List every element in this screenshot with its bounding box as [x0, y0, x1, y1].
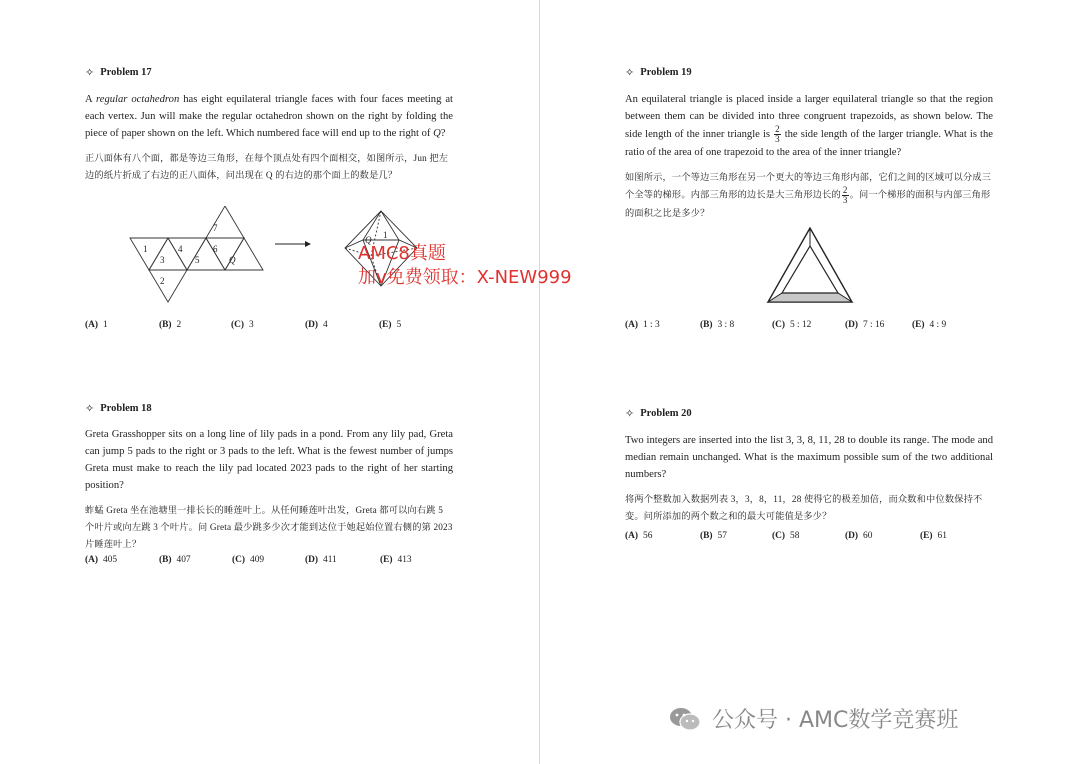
problem-17-choices [85, 320, 401, 330]
p19-cn-b: 。问一个梯形的面积与内部三角形的面积之比是多少？ [625, 189, 991, 218]
choice-e [912, 320, 946, 330]
problem-19-figure [765, 226, 855, 306]
choice-value: 5 : 12 [790, 320, 812, 330]
choice-letter: (D) [845, 531, 859, 541]
problem-19-english [625, 91, 993, 161]
net-label-7: 7 [213, 223, 218, 233]
choice-letter: (A) [625, 320, 639, 330]
arrow-right-icon [275, 241, 311, 247]
choice-d [845, 320, 912, 330]
choice-a [625, 320, 700, 330]
choice-letter: (E) [920, 531, 933, 541]
choice-letter: (C) [772, 531, 786, 541]
problem-20-english: Two integers are inserted into the list 3, 3, 8, 11, 28 to double its range. The mode and median remain unchanged. What is the maximum possible sum of the two additional numbers? [625, 435, 993, 480]
choice-value: 4 [323, 320, 328, 330]
problem-19-title-text: Problem 19 [640, 67, 692, 78]
choice-letter: (A) [625, 531, 639, 541]
problem-18-choices [85, 555, 412, 565]
wechat-icon [668, 705, 702, 733]
choice-c [231, 320, 305, 330]
fraction-numerator: 2 [775, 124, 780, 134]
choice-c [772, 531, 845, 541]
choice-a [625, 531, 700, 541]
choice-value: 4 : 9 [929, 320, 947, 330]
choice-value: 60 [863, 531, 873, 541]
watermark-line-2: 加v免费领取：X-NEW999 [358, 267, 572, 288]
choice-letter: (B) [159, 320, 172, 330]
sparkle-icon: ✧ [85, 403, 95, 415]
choice-letter: (E) [379, 320, 392, 330]
net-label-3: 3 [160, 255, 165, 265]
choice-d [845, 531, 920, 541]
problem-20-title-text: Problem 20 [640, 408, 692, 419]
choice-c [232, 555, 305, 565]
choice-letter: (D) [305, 555, 319, 565]
choice-letter: (A) [85, 320, 99, 330]
p19-text-b: the side length of the larger triangle. What is the ratio of the area of one trapezoid to the area of the inner triangle? [625, 128, 993, 158]
footer-brand [668, 703, 958, 734]
net-label-5: 5 [195, 255, 200, 265]
choice-value: 1 [103, 320, 108, 330]
problem-17 [85, 66, 453, 184]
oct-label-q: Q [365, 235, 372, 245]
choice-value: 5 [396, 320, 402, 330]
choice-value: 2 [176, 320, 182, 330]
choice-e [380, 555, 412, 565]
choice-value: 3 [249, 320, 254, 330]
choice-a [85, 555, 159, 565]
fraction-denominator: 3 [842, 195, 848, 205]
net-diagram [130, 206, 263, 302]
problem-20-chinese: 将两个整数加入数据列表 3，3，8，11，28 使得它的极差加倍，而众数和中位数保持不变。问所添加的两个数之和的最大可能值是多少？ [625, 494, 983, 521]
choice-e [920, 531, 947, 541]
choice-b [700, 531, 772, 541]
choice-d [305, 555, 380, 565]
choice-letter: (B) [700, 531, 713, 541]
choice-value: 1 : 3 [643, 320, 660, 330]
p19-cn-a: 如图所示，一个等边三角形在另一个更大的等边三角形内部，它们之间的区域可以分成三个全等的梯形。内部三角形的边长是大三角形边长的 [625, 172, 992, 200]
choice-b [159, 320, 231, 330]
footer-brand-text: 公众号 · AMC数学竞赛班 [712, 708, 959, 733]
p17-text-a: A [85, 94, 97, 105]
choice-letter: (B) [159, 555, 172, 565]
p17-q: Q [433, 128, 441, 139]
net-label-2: 2 [160, 276, 165, 286]
problem-20-title [625, 407, 993, 420]
choice-letter: (E) [380, 555, 393, 565]
problem-17-title [85, 66, 453, 79]
choice-d [305, 320, 379, 330]
problem-19-choices [625, 320, 946, 330]
problem-17-english [85, 91, 453, 142]
choice-c [772, 320, 845, 330]
problem-18 [85, 402, 453, 553]
choice-letter: (B) [700, 320, 713, 330]
shaded-trapezoid [768, 293, 852, 302]
choice-e [379, 320, 401, 330]
sparkle-icon: ✧ [625, 408, 635, 420]
choice-value: 58 [790, 531, 800, 541]
fraction [774, 125, 781, 144]
problem-18-title [85, 402, 453, 415]
choice-letter: (D) [845, 320, 859, 330]
fraction-numerator: 2 [842, 185, 848, 195]
choice-b [700, 320, 772, 330]
right-page [540, 0, 1080, 764]
choice-letter: (C) [231, 320, 245, 330]
watermark-line-1: AMC8真题 [358, 243, 446, 264]
problem-17-title-text: Problem 17 [100, 67, 152, 78]
problem-17-chinese: 正八面体有八个面，都是等边三角形，在每个顶点处有四个面相交，如图所示，Jun 把左边的纸片折成了右边的正八面体，问出现在 Q 的右边的那个面上的数是几？ [85, 153, 449, 180]
choice-value: 57 [717, 531, 727, 541]
p17-text-c: ? [440, 128, 446, 139]
choice-letter: (C) [772, 320, 786, 330]
choice-value: 411 [323, 555, 337, 565]
p19-text-a: An equilateral triangle is placed inside a larger equilateral triangle so that the region between them can be divided into three congruent trapezoids, as shown below. The side length of the inner triangle is [625, 94, 993, 140]
choice-value: 405 [103, 555, 118, 565]
problem-18-english: Greta Grasshopper sits on a long line of lily pads in a pond. From any lily pad, Greta can jump 5 pads to the right or 3 pads to the left. What is the fewest number of jumps Greta must make to reach the lily pad located 2023 pads to the right of her starting position? [85, 429, 453, 491]
choice-value: 61 [937, 531, 947, 541]
choice-b [159, 555, 232, 565]
p17-text-b: has eight equilateral triangle faces with four faces meeting at each vertex. Jun will make the regular octahedron shown on the right by folding the piece of paper shown on the left. Which numbered face will end up to the right of [85, 94, 453, 139]
oct-label-1: 1 [383, 230, 388, 240]
choice-value: 3 : 8 [717, 320, 735, 330]
problem-19-title [625, 66, 993, 79]
choice-a [85, 320, 159, 330]
problem-19 [625, 66, 993, 222]
net-label-1: 1 [143, 244, 148, 254]
choice-value: 413 [397, 555, 412, 565]
choice-value: 407 [176, 555, 191, 565]
sparkle-icon: ✧ [625, 67, 635, 79]
inner-triangle [782, 246, 838, 293]
choice-letter: (E) [912, 320, 925, 330]
problem-20 [625, 407, 993, 525]
choice-value: 409 [250, 555, 265, 565]
problem-18-chinese: 蚱蜢 Greta 坐在池塘里一排长长的睡莲叶上。从任何睡莲叶出发，Greta 都可以向右跳 5 个叶片或向左跳 3 个叶片。问 Greta 最少跳多少次才能到达位于她起始位置右侧的第 2023 片睡莲叶上？ [85, 505, 453, 549]
net-label-6: 6 [213, 244, 218, 254]
choice-letter: (A) [85, 555, 99, 565]
choice-letter: (C) [232, 555, 246, 565]
choice-letter: (D) [305, 320, 319, 330]
sparkle-icon: ✧ [85, 67, 95, 79]
choice-value: 7 : 16 [863, 320, 885, 330]
p17-italic: regular octahedron [96, 94, 180, 105]
fraction [842, 186, 849, 205]
net-label-4: 4 [178, 244, 183, 254]
problem-18-title-text: Problem 18 [100, 403, 152, 414]
net-label-q: Q [229, 255, 236, 265]
fraction-denominator: 3 [775, 134, 780, 144]
problem-19-chinese [625, 169, 993, 222]
watermark [358, 242, 572, 290]
choice-value: 56 [643, 531, 653, 541]
problem-20-choices [625, 531, 947, 541]
